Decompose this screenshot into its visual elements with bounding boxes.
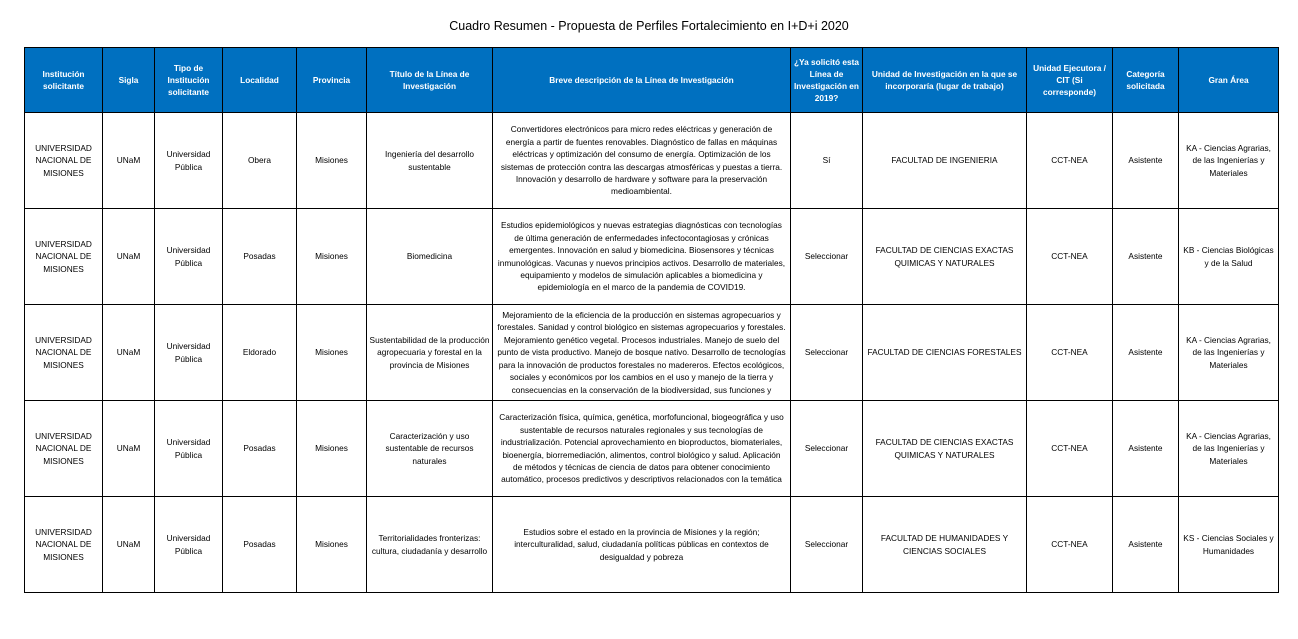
cell-institucion bbox=[25, 401, 103, 497]
cell-ejecutora bbox=[1027, 497, 1113, 593]
cell-tipo-text: Universidad Pública bbox=[166, 437, 211, 460]
cell-solicito-select-text: Seleccionar bbox=[804, 251, 849, 262]
cell-area-text: KA - Ciencias Agrarias, de las Ingenierías y Materiales bbox=[1186, 334, 1271, 370]
cell-unidad-text: FACULTAD DE CIENCIAS EXACTAS QUIMICAS Y NATURALES bbox=[875, 437, 1014, 460]
header-categoria: Categoría solicitada bbox=[1113, 48, 1179, 113]
header-row bbox=[25, 48, 1279, 113]
cell-descripcion-text: Mejoramiento de la eficiencia de la producción en sistemas agropecuarios y forestales. Sanidad y control biológico en sistemas agropecuarios y forestales. Mejoramiento genético vegetal. Procesos industriales. Manejo de suelo del punto de vista productivo. Manejo de bosque nativo. Desarrollo de tecnologías para la innovación de productos forestales no madereros. Efectos ecológicos, sociales y económicos por los cambios en el uso y manejo de la tierra y consecuencias en la conservación de la biodiversidad, sus funciones y bbox=[497, 310, 786, 395]
cell-area bbox=[1179, 113, 1279, 209]
cell-provincia bbox=[297, 209, 367, 305]
header-sigla: Sigla bbox=[103, 48, 155, 113]
cell-ejecutora-text: CCT-NEA bbox=[1051, 539, 1088, 550]
header-area: Gran Área bbox=[1179, 48, 1279, 113]
cell-solicito-select-text: Seleccionar bbox=[804, 539, 849, 550]
cell-titulo bbox=[367, 401, 493, 497]
cell-unidad bbox=[863, 113, 1027, 209]
cell-provincia-text: Misiones bbox=[315, 155, 348, 166]
cell-categoria-text: Asistente bbox=[1128, 251, 1163, 262]
cell-area bbox=[1179, 401, 1279, 497]
table-row bbox=[25, 497, 1279, 593]
cell-sigla bbox=[103, 305, 155, 401]
cell-sigla bbox=[103, 209, 155, 305]
header-titulo: Título de la Línea de Investigación bbox=[367, 48, 493, 113]
cell-sigla-text: UNaM bbox=[116, 539, 141, 550]
cell-descripcion bbox=[493, 401, 791, 497]
cell-solicito-select[interactable] bbox=[791, 305, 863, 401]
cell-categoria bbox=[1113, 113, 1179, 209]
cell-solicito-select[interactable] bbox=[791, 497, 863, 593]
cell-provincia-text: Misiones bbox=[315, 539, 348, 550]
cell-provincia bbox=[297, 401, 367, 497]
cell-solicito-select-text: Sí bbox=[822, 155, 831, 166]
cell-institucion bbox=[25, 209, 103, 305]
cell-localidad-text: Posadas bbox=[243, 539, 276, 550]
cell-titulo-text: Caracterización y uso sustentable de recursos naturales bbox=[385, 430, 474, 466]
cell-categoria bbox=[1113, 305, 1179, 401]
cell-titulo bbox=[367, 209, 493, 305]
cell-provincia-text: Misiones bbox=[315, 251, 348, 262]
page-title: Cuadro Resumen - Propuesta de Perfiles Fortalecimiento en I+D+i 2020 bbox=[449, 19, 849, 33]
cell-ejecutora bbox=[1027, 305, 1113, 401]
cell-tipo bbox=[155, 113, 223, 209]
cell-titulo-text: Ingeniería del desarrollo sustentable bbox=[384, 149, 475, 172]
cell-unidad-text: FACULTAD DE INGENIERIA bbox=[891, 155, 998, 166]
cell-descripcion-text: Estudios sobre el estado en la provincia de Misiones y la región; interculturalidad, salud, ciudadanía políticas públicas en contextos de desigualdad y pobreza bbox=[514, 526, 769, 562]
cell-institucion-text: UNIVERSIDAD NACIONAL DE MISIONES bbox=[35, 430, 92, 466]
cell-localidad bbox=[223, 209, 297, 305]
cell-unidad-text: FACULTAD DE CIENCIAS FORESTALES bbox=[867, 347, 1022, 358]
header-provincia: Provincia bbox=[297, 48, 367, 113]
table-row bbox=[25, 305, 1279, 401]
cell-solicito-select[interactable] bbox=[791, 113, 863, 209]
cell-descripcion bbox=[493, 209, 791, 305]
cell-localidad-text: Eldorado bbox=[242, 347, 277, 358]
header-ejecutora: Unidad Ejecutora / CIT (Si corresponde) bbox=[1027, 48, 1113, 113]
cell-ejecutora-text: CCT-NEA bbox=[1051, 347, 1088, 358]
cell-localidad bbox=[223, 497, 297, 593]
cell-institucion-text: UNIVERSIDAD NACIONAL DE MISIONES bbox=[35, 526, 92, 562]
cell-ejecutora-text: CCT-NEA bbox=[1051, 443, 1088, 454]
cell-tipo bbox=[155, 305, 223, 401]
cell-tipo bbox=[155, 209, 223, 305]
cell-descripcion bbox=[493, 113, 791, 209]
cell-provincia bbox=[297, 305, 367, 401]
cell-sigla-text: UNaM bbox=[116, 251, 141, 262]
cell-sigla bbox=[103, 401, 155, 497]
cell-solicito-select-text: Seleccionar bbox=[804, 347, 849, 358]
cell-tipo bbox=[155, 497, 223, 593]
cell-categoria bbox=[1113, 497, 1179, 593]
cell-provincia-text: Misiones bbox=[315, 347, 348, 358]
cell-ejecutora-text: CCT-NEA bbox=[1051, 251, 1088, 262]
cell-unidad bbox=[863, 401, 1027, 497]
cell-descripcion bbox=[493, 305, 791, 401]
cell-titulo-text: Biomedicina bbox=[406, 251, 453, 262]
cell-sigla-text: UNaM bbox=[116, 155, 141, 166]
cell-solicito-select[interactable] bbox=[791, 209, 863, 305]
cell-categoria-text: Asistente bbox=[1128, 347, 1163, 358]
cell-tipo-text: Universidad Pública bbox=[166, 341, 211, 364]
cell-ejecutora bbox=[1027, 113, 1113, 209]
cell-institucion bbox=[25, 305, 103, 401]
cell-tipo-text: Universidad Pública bbox=[166, 245, 211, 268]
cell-localidad bbox=[223, 305, 297, 401]
cell-area bbox=[1179, 209, 1279, 305]
cell-institucion-text: UNIVERSIDAD NACIONAL DE MISIONES bbox=[35, 334, 92, 370]
cell-institucion bbox=[25, 113, 103, 209]
cell-ejecutora bbox=[1027, 209, 1113, 305]
cell-localidad-text: Posadas bbox=[243, 443, 276, 454]
cell-localidad bbox=[223, 113, 297, 209]
cell-sigla bbox=[103, 113, 155, 209]
cell-area-text: KS - Ciencias Sociales y Humanidades bbox=[1183, 533, 1274, 556]
cell-descripcion-text: Caracterización física, química, genética, morfofuncional, biogeográfica y uso sustentable de recursos naturales regionales y sus tecnologías de industrialización. Potencial aprovechamiento en bioproductos, biomateriales, bioenergía, biorremediación, alimentos, control biológico y salud. Aplicación de métodos y técnicas de ciencia de datos para obtener conocimiento automático, procesos predictivos y descriptivos relacionados con la temática bbox=[499, 412, 784, 485]
table-row bbox=[25, 113, 1279, 209]
cell-categoria-text: Asistente bbox=[1128, 443, 1163, 454]
cell-solicito-select-text: Seleccionar bbox=[804, 443, 849, 454]
cell-institucion-text: UNIVERSIDAD NACIONAL DE MISIONES bbox=[35, 142, 92, 178]
cell-categoria-text: Asistente bbox=[1128, 155, 1163, 166]
header-institucion: Institución solicitante bbox=[25, 48, 103, 113]
cell-titulo bbox=[367, 497, 493, 593]
cell-unidad bbox=[863, 305, 1027, 401]
cell-titulo-text: Sustentabilidad de la producción agropecuaria y forestal en la provincia de Misiones bbox=[369, 334, 490, 370]
table-row bbox=[25, 209, 1279, 305]
cell-categoria-text: Asistente bbox=[1128, 539, 1163, 550]
header-solicito: ¿Ya solicitó esta Línea de Investigación en 2019? bbox=[791, 48, 863, 113]
cell-solicito-select[interactable] bbox=[791, 401, 863, 497]
cell-area bbox=[1179, 305, 1279, 401]
cell-sigla bbox=[103, 497, 155, 593]
cell-localidad bbox=[223, 401, 297, 497]
cell-area bbox=[1179, 497, 1279, 593]
cell-localidad-text: Obera bbox=[247, 155, 272, 166]
cell-unidad-text: FACULTAD DE CIENCIAS EXACTAS QUIMICAS Y NATURALES bbox=[875, 245, 1014, 268]
table-row bbox=[25, 401, 1279, 497]
cell-unidad-text: FACULTAD DE HUMANIDADES Y CIENCIAS SOCIALES bbox=[880, 533, 1009, 556]
cell-provincia bbox=[297, 497, 367, 593]
cell-unidad bbox=[863, 497, 1027, 593]
cell-tipo-text: Universidad Pública bbox=[166, 533, 211, 556]
cell-tipo-text: Universidad Pública bbox=[166, 149, 211, 172]
cell-institucion bbox=[25, 497, 103, 593]
cell-area-text: KB - Ciencias Biológicas y de la Salud bbox=[1183, 245, 1274, 268]
cell-descripcion-text: Estudios epidemiológicos y nuevas estrategias diagnósticas con tecnologías de última generación de enfermedades infectocontagiosas y crónicas emergentes. Innovación en salud y biomedicina. Biosensores y técnicas inmunológicas. Vacunas y nuevos principios activos. Desarrollo de materiales, equipamiento y modelos de simulación aplicables a biomedicina y epidemiología en el marco de la pandemia de COVID19. bbox=[497, 220, 786, 293]
cell-ejecutora-text: CCT-NEA bbox=[1051, 155, 1088, 166]
cell-institucion-text: UNIVERSIDAD NACIONAL DE MISIONES bbox=[35, 238, 92, 274]
cell-unidad bbox=[863, 209, 1027, 305]
cell-categoria bbox=[1113, 401, 1179, 497]
cell-titulo-text: Territorialidades fronterizas: cultura, ciudadanía y desarrollo bbox=[371, 533, 488, 556]
cell-titulo bbox=[367, 305, 493, 401]
cell-provincia bbox=[297, 113, 367, 209]
cell-provincia-text: Misiones bbox=[315, 443, 348, 454]
cell-localidad-text: Posadas bbox=[243, 251, 276, 262]
header-descripcion: Breve descripción de la Línea de Investigación bbox=[493, 48, 791, 113]
cell-titulo bbox=[367, 113, 493, 209]
cell-ejecutora bbox=[1027, 401, 1113, 497]
cell-sigla-text: UNaM bbox=[116, 347, 141, 358]
cell-area-text: KA - Ciencias Agrarias, de las Ingenierías y Materiales bbox=[1186, 142, 1271, 178]
header-localidad: Localidad bbox=[223, 48, 297, 113]
cell-tipo bbox=[155, 401, 223, 497]
header-unidad: Unidad de Investigación en la que se incorporaría (lugar de trabajo) bbox=[863, 48, 1027, 113]
cell-descripcion bbox=[493, 497, 791, 593]
summary-table bbox=[24, 47, 1279, 593]
cell-area-text: KA - Ciencias Agrarias, de las Ingenierías y Materiales bbox=[1186, 430, 1271, 466]
header-tipo: Tipo de Institución solicitante bbox=[155, 48, 223, 113]
cell-sigla-text: UNaM bbox=[116, 443, 141, 454]
cell-categoria bbox=[1113, 209, 1179, 305]
cell-descripcion-text: Convertidores electrónicos para micro redes eléctricas y generación de energía a partir de fuentes renovables. Diagnóstico de fallas en máquinas eléctricas y optimización del consumo de energía. Optimización de los sistemas de protección contra las descargas atmosféricas y puestas a tierra. Innovación y desarrollo de hardware y software para la preservación medioambiental. bbox=[500, 124, 783, 197]
